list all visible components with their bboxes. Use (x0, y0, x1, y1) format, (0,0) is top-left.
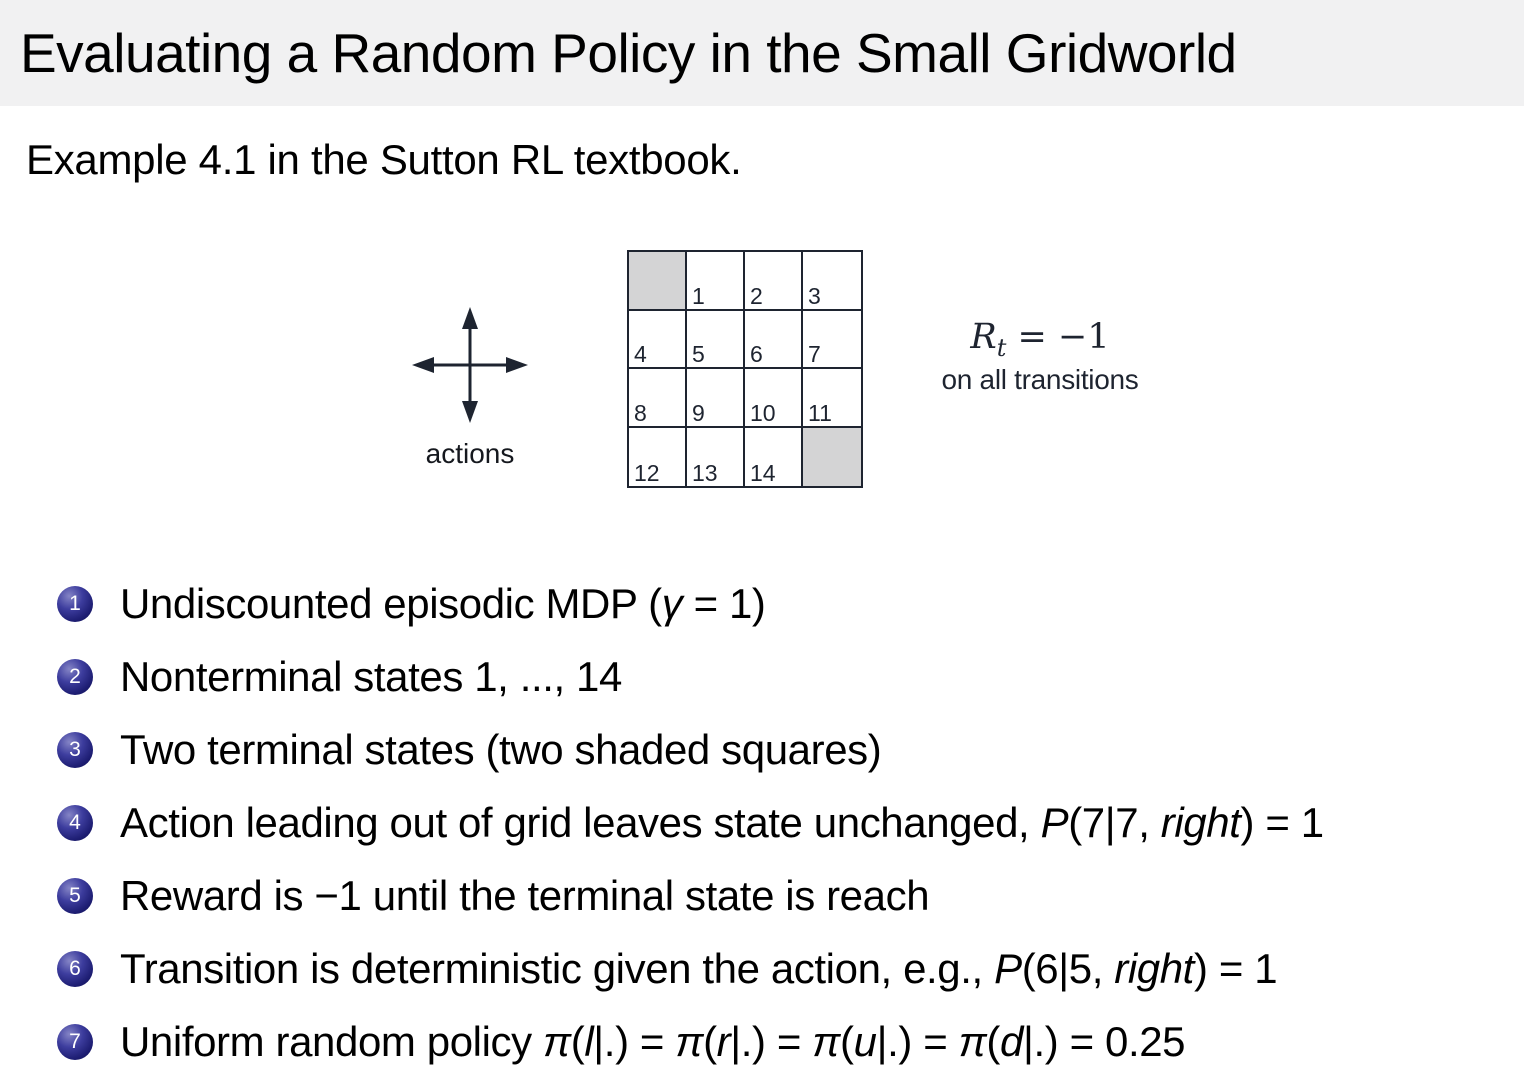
grid-cell-number: 10 (750, 399, 776, 426)
terminal-grid-cell (803, 428, 861, 487)
item-number-badge: 7 (57, 1024, 93, 1060)
reward-note: on all transitions (941, 364, 1139, 396)
item-number-badge: 1 (57, 586, 93, 622)
grid-cell (687, 428, 745, 487)
grid-cell-number: 12 (634, 460, 660, 486)
item-number-badge: 6 (57, 951, 93, 987)
list-item (57, 640, 1324, 713)
list-item (57, 786, 1324, 859)
four-direction-arrows-icon (400, 295, 540, 435)
grid-cell (745, 252, 803, 311)
grid-cell-number: 7 (808, 341, 821, 367)
grid-cell (745, 428, 803, 487)
list-item (57, 713, 1324, 786)
actions-cross-figure (400, 295, 540, 435)
grid-cell (803, 369, 861, 428)
terminal-grid-cell (629, 252, 687, 311)
item-text: Reward is −1 until the terminal state is reach (120, 871, 930, 919)
grid-cell (687, 252, 745, 311)
item-text: Uniform random policy π(l|.) = π(r|.) = π(u|.) = π(d|.) = 0.25 (120, 1017, 1186, 1065)
grid-cell-number: 14 (750, 460, 776, 486)
item-number-badge: 4 (57, 805, 93, 841)
grid-cell (803, 311, 861, 370)
slide-title-bar (0, 0, 1524, 106)
grid-cell-number: 8 (634, 399, 647, 426)
reward-symbol: R (970, 317, 997, 357)
grid-cell (687, 311, 745, 370)
grid-cell-number: 9 (692, 399, 705, 426)
list-item (57, 1005, 1324, 1078)
item-text: Two terminal states (two shaded squares) (120, 725, 882, 773)
reward-subscript: t (996, 334, 1007, 362)
item-number-badge: 3 (57, 732, 93, 768)
grid-cell (629, 369, 687, 428)
grid-cell (629, 428, 687, 487)
grid-cell (687, 369, 745, 428)
item-number-badge: 2 (57, 659, 93, 695)
item-number-badge: 5 (57, 878, 93, 914)
grid-cell (803, 252, 861, 311)
grid-cell-number: 13 (692, 460, 718, 486)
grid-cell-number: 11 (808, 399, 832, 426)
grid-cell (629, 311, 687, 370)
item-text: Transition is deterministic given the action, e.g., P(6|5, right) = 1 (120, 944, 1278, 992)
reward-formula (915, 318, 1165, 361)
grid-cell-number: 4 (634, 341, 647, 367)
list-item (57, 932, 1324, 1005)
item-text: Action leading out of grid leaves state unchanged, P(7|7, right) = 1 (120, 798, 1324, 846)
list-item (57, 567, 1324, 640)
item-text: Nonterminal states 1, ..., 14 (120, 652, 622, 700)
grid-cell-number: 2 (750, 282, 763, 309)
reward-annotation (915, 318, 1165, 396)
grid-cell-number: 5 (692, 341, 705, 367)
item-text: Undiscounted episodic MDP (γ = 1) (120, 579, 766, 627)
reward-value: = −1 (1006, 317, 1110, 357)
grid-cell-number: 3 (808, 282, 821, 309)
gridworld-grid (627, 250, 863, 488)
enumerated-list (57, 567, 1324, 1078)
grid-cell-number: 6 (750, 341, 763, 367)
slide-subtitle: Example 4.1 in the Sutton RL textbook. (26, 136, 742, 183)
grid-cell-number: 1 (692, 282, 705, 309)
slide-title: Evaluating a Random Policy in the Small Gridworld (20, 22, 1237, 84)
list-item (57, 859, 1324, 932)
grid-cell (745, 311, 803, 370)
actions-label: actions (425, 438, 515, 469)
grid-cell (745, 369, 803, 428)
